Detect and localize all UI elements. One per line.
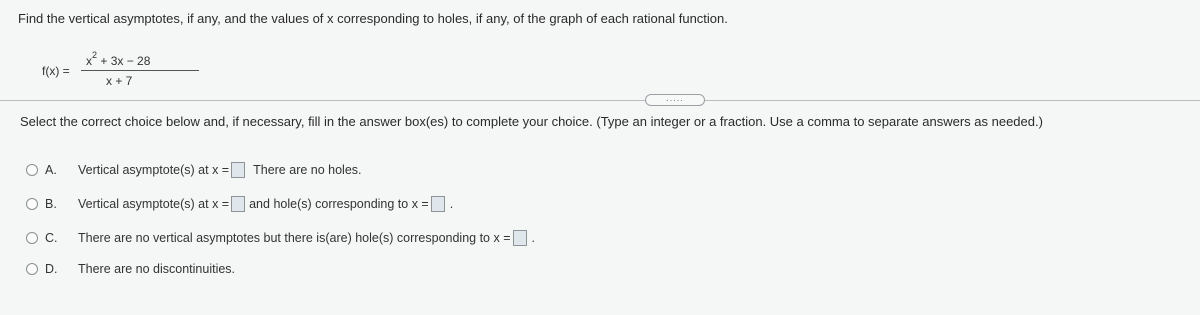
question-instructions: Find the vertical asymptotes, if any, and the values of x corresponding to holes, if any, of the graph of each rational function. bbox=[18, 11, 728, 26]
choice-b[interactable] bbox=[26, 196, 453, 212]
choice-c-letter: C. bbox=[45, 231, 58, 245]
answer-box-b1[interactable] bbox=[231, 196, 245, 212]
choice-a[interactable] bbox=[26, 162, 362, 178]
numerator-base: x bbox=[86, 54, 92, 68]
section-divider bbox=[0, 100, 1200, 101]
choice-d[interactable] bbox=[26, 262, 235, 276]
choice-b-text-2: and hole(s) corresponding to x = bbox=[249, 197, 429, 211]
numerator-rest: + 3x − 28 bbox=[97, 54, 151, 68]
answer-box-a1[interactable] bbox=[231, 162, 245, 178]
choice-c-period: . bbox=[531, 231, 535, 245]
radio-d[interactable] bbox=[26, 263, 38, 275]
choice-c-text: There are no vertical asymptotes but there is(are) hole(s) corresponding to x = bbox=[78, 231, 511, 245]
choice-c[interactable] bbox=[26, 230, 535, 246]
function-numerator bbox=[86, 52, 150, 68]
radio-c[interactable] bbox=[26, 232, 38, 244]
choice-a-letter: A. bbox=[45, 163, 57, 177]
rational-function bbox=[42, 44, 202, 94]
numerator-exponent: 2 bbox=[92, 50, 98, 60]
answer-box-b2[interactable] bbox=[431, 196, 445, 212]
radio-a[interactable] bbox=[26, 164, 38, 176]
radio-b[interactable] bbox=[26, 198, 38, 210]
choice-a-text-2: There are no holes. bbox=[253, 163, 362, 177]
choice-b-period: . bbox=[449, 197, 454, 211]
choice-d-letter: D. bbox=[45, 262, 58, 276]
function-denominator: x + 7 bbox=[106, 74, 133, 88]
answer-box-c1[interactable] bbox=[513, 230, 527, 246]
choice-a-text: Vertical asymptote(s) at x = bbox=[78, 163, 230, 177]
function-name: f(x) = bbox=[42, 64, 70, 78]
answer-prompt: Select the correct choice below and, if necessary, fill in the answer box(es) to complete your choice. (Type an integer or a fraction. Use a comma to separate answers as needed.) bbox=[20, 114, 1043, 129]
fraction-bar bbox=[81, 70, 199, 71]
expand-more-button[interactable]: ..... bbox=[645, 94, 705, 106]
choice-b-text: Vertical asymptote(s) at x = bbox=[78, 197, 230, 211]
choice-d-text: There are no discontinuities. bbox=[78, 262, 236, 276]
choice-b-letter: B. bbox=[45, 197, 57, 211]
